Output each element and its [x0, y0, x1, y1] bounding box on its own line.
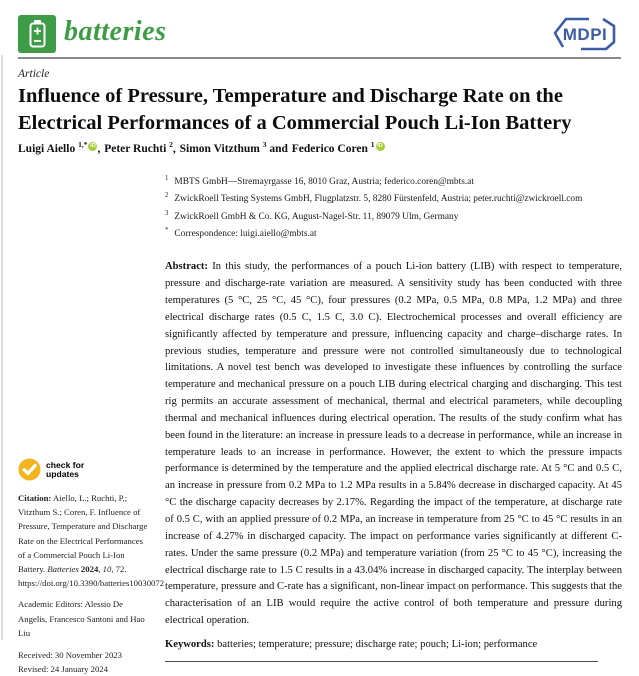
- battery-icon[interactable]: [18, 15, 56, 53]
- author-separator: ,: [172, 142, 176, 155]
- affiliation-marker: 2: [165, 192, 169, 200]
- section-divider-rule: [165, 661, 598, 662]
- editors-names: Alessio De Angelis, Francesco Santoni and Hao Liu: [18, 599, 145, 638]
- article-type-label: Article: [18, 68, 50, 80]
- citation-label: Citation:: [18, 493, 52, 503]
- abstract-paragraph: [165, 259, 622, 630]
- affiliation-text: MBTS GmbH—Stremayrgasse 16, 8010 Graz, Austria; federico.coren@mbts.at: [174, 177, 474, 188]
- affiliation-text: ZwickRoell GmbH & Co. KG, August-Nagel-Str. 11, 89079 Ulm, Germany: [174, 211, 459, 222]
- affiliation-item: [165, 224, 622, 241]
- received-date: Received: 30 November 2023: [18, 650, 122, 661]
- orcid-icon[interactable]: iD: [377, 143, 383, 149]
- correspondence-text: Correspondence: luigi.aiello@mbts.at: [174, 229, 317, 240]
- citation-doi: , 72. https://doi.org/10.3390/batteries10030072: [18, 564, 165, 589]
- left-sidebar: [18, 458, 165, 676]
- affiliation-marker: *: [165, 226, 169, 234]
- citation-block: [18, 491, 165, 590]
- title-line-2: Electrical Performances of a Commercial Pouch Li-Ion Battery: [18, 111, 572, 134]
- affiliation-marker: 1: [165, 175, 169, 182]
- page-title: [18, 83, 572, 136]
- citation-year: 2024: [80, 564, 99, 575]
- citation-journal: Batteries: [47, 564, 79, 575]
- orcid-icon[interactable]: iD: [90, 143, 96, 149]
- author-name: Luigi Aiello: [18, 142, 76, 155]
- authors-line: [18, 140, 385, 155]
- mdpi-hexagon-icon: [551, 15, 621, 53]
- header-rule: [18, 57, 621, 59]
- author-separator: ,: [97, 142, 101, 155]
- author-affil-sup: 1: [370, 140, 375, 149]
- affiliations-block: [165, 172, 622, 241]
- author-affil-sup: 2: [169, 140, 173, 149]
- affiliation-item: [165, 172, 622, 189]
- title-line-1: Influence of Pressure, Temperature and Discharge Rate on the: [18, 85, 563, 107]
- keywords-line: [165, 639, 622, 650]
- keywords-label: Keywords:: [165, 638, 215, 650]
- academic-editors-block: [18, 597, 150, 640]
- affiliation-item: [165, 207, 622, 224]
- abstract-label: Abstract:: [165, 261, 208, 273]
- abstract-text: In this study, the performances of a pouch Li-ion battery (LIB) with respect to temperature, pressure and discharge-rate variation are measured. A sensitivity study has been conducted with three temperatures (5 °C, 25 °C, 45 °C), four pressures (0.2 MPa, 0.5 MPa, 0.8 MPa, 1.2 MPa) and three electrical discharge rates (0.5 C, 1.5 C, 3.0 C). Electrochemical processes and overall efficiency are significantly affected by temperature and pressure, influencing capacity and charge–discharge rates. In previous studies, temperature and pressure were not controlled simultaneously due to technological limitations. A novel test bench was developed to investigate these influences by controlling the surface temperature and mechanical pressure on a pouch LIB during electrical charging and discharging. This test rig permits an accurate assessment of mechanical, thermal and electrical parameters, while decoupling thermal and mechanical influences during electrical operation. The results of the study confirm what has been found in the literature: an increase in pressure leads to a decrease in performance, while an increase in temperature leads to an increase in performance. However, the extent to which the pressure impacts performance is determined by the temperature and the applied electrical discharge rate. At 5 °C and 0.5 C, an increase in pressure from 0.2 MPa to 1.2 MPa results in a 5.84% decrease in discharged capacity. At 45 °C the discharge capacity decreases by 2.17%. Regarding the impact of the temperature, at discharge rate of 0.5 C, with an applied pressure of 0.2 MPa, an increase in temperature from 25 °C to 45 °C results in an increase of 4.27% in discharged capacity. The impact on performance varies significantly at different C-rates. Under the same pressure (0.2 MPa) and temperature variation (from 25 °C to 45 °C), increasing the electrical discharge rate to 1.5 C results in a 43.04% increase in discharged capacity. The interplay between temperature, pressure and C-rate has a significant, non-linear impact on performance. This suggests that the characterisation of an LIB would require the active control of both temperature and pressure during electrical operation.: [165, 261, 622, 627]
- revised-date: Revised: 24 January 2024: [18, 664, 108, 675]
- affiliation-text: ZwickRoell Testing Systems GmbH, Flugplatzstr. 5, 8280 Fürstenfeld, Austria; peter.ruchti@zwickroell.com: [174, 194, 583, 205]
- author-separator: and: [266, 142, 288, 155]
- battery-icon-glyph: [18, 15, 56, 53]
- keywords-text: batteries; temperature; pressure; discharge rate; pouch; Li-ion; performance: [217, 638, 538, 650]
- main-column: [165, 172, 622, 662]
- editors-label: Academic Editors:: [18, 599, 83, 610]
- author-name: Federico Coren: [291, 142, 368, 155]
- mdpi-logo[interactable]: [551, 15, 621, 53]
- citation-body: Aiello, L.; Ruchti, P.; Vitzthum S.; Coren, F. Influence of Pressure, Temperature and Discharge Rate on the Electrical Performances of a Commercial Pouch Li-Ion Battery.: [18, 493, 148, 575]
- journal-wordmark: batteries: [64, 16, 167, 47]
- check-circle-icon: [18, 458, 41, 481]
- affiliation-item: [165, 189, 622, 206]
- page-header: [18, 15, 621, 53]
- author-name: Peter Ruchti: [104, 142, 167, 155]
- check-badge-line1: check for: [46, 459, 85, 470]
- affiliation-marker: 3: [165, 209, 169, 217]
- author-affil-sup: 1,*: [78, 140, 88, 149]
- check-badge-text: [46, 461, 84, 479]
- svg-text:MDPI: MDPI: [562, 25, 608, 44]
- check-for-updates-badge[interactable]: [18, 458, 150, 481]
- author-name: Simon Vitzthum: [179, 142, 260, 155]
- author-affil-sup: 3: [262, 140, 267, 149]
- check-badge-line2: updates: [46, 468, 79, 479]
- citation-volume: , 10: [98, 564, 112, 575]
- page-left-edge: [1, 55, 3, 640]
